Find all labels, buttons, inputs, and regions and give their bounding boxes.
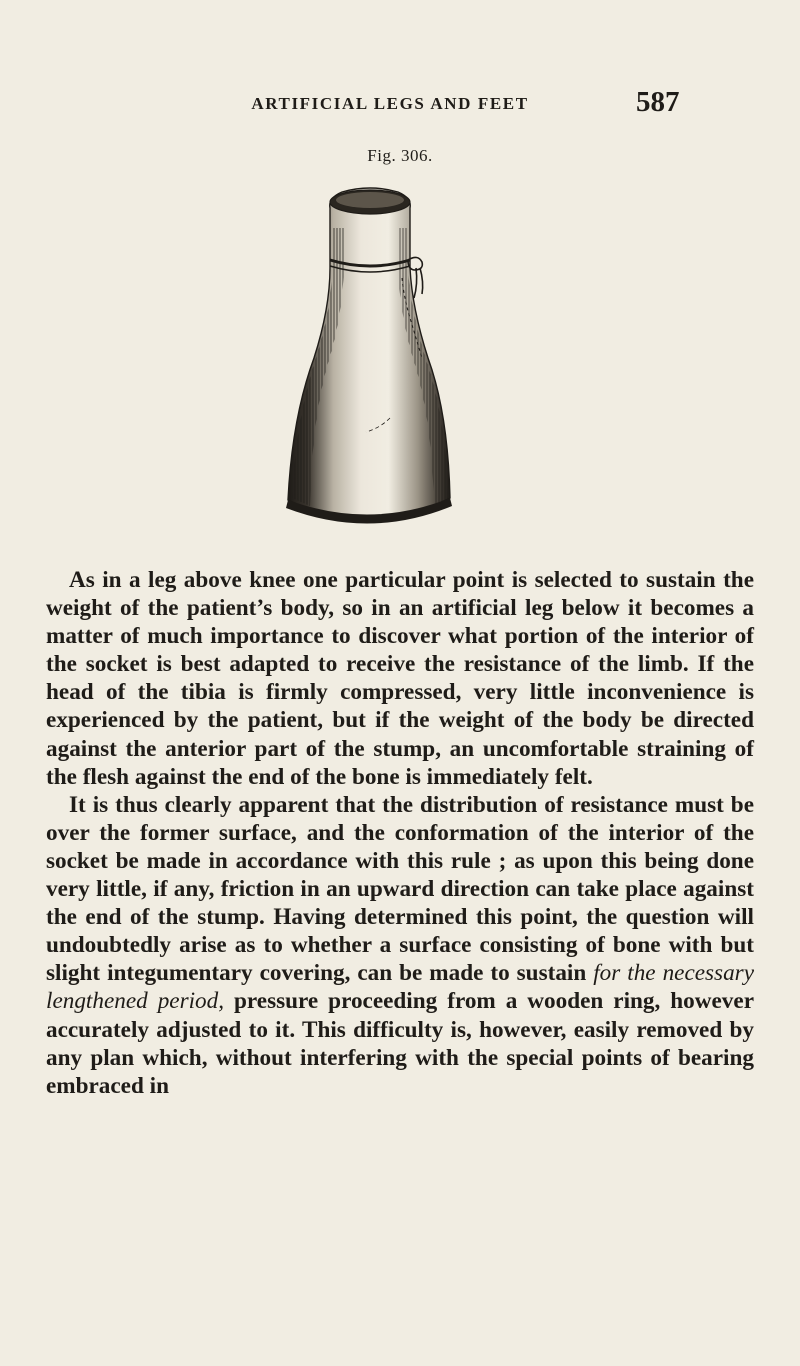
paragraph: [46, 791, 754, 1100]
paragraph-text: pressure proceeding from a wooden ring, however accurately adjusted to it. This difficulty is, however, easily removed by any plan which, without interfering with the special points of bearing embraced in: [46, 988, 754, 1099]
italic-phrase: for the necessary lengthened period,: [46, 960, 754, 1015]
body-text: [46, 566, 754, 1100]
paragraph: [46, 566, 754, 791]
socket-illustration: [270, 168, 470, 528]
page-header: [0, 86, 800, 126]
figure-label: Fig. 306.: [367, 146, 433, 165]
running-title: ARTIFICIAL LEGS AND FEET: [251, 94, 529, 113]
socket-body: [288, 188, 450, 518]
page-number: 587: [636, 86, 680, 118]
paragraph-text: It is thus clearly apparent that the distribution of resistance must be over the former surface, and the conformation of the interior of the socket be made in accordance with this rule ; as upon this being done very little, if any, friction in an upward direction can take place against the end of the stump. Having determined this point, the question will undoubtedly arise as to whether a surface consisting of bone with but slight integumentary covering, can be made to sustain: [46, 791, 754, 987]
paragraph-text: As in a leg above knee one particular point is selected to sustain the weight of the patient’s body, so in an artificial leg below it becomes a matter of much importance to discover what portion of the interior of the socket is best adapted to receive the resistance of the limb. If the head of the tibia is firmly compressed, very little inconvenience is experienced by the patient, but if the weight of the body be directed against the anterior part of the stump, an uncomfortable straining of the flesh against the end of the bone is immediately felt.: [46, 567, 754, 790]
